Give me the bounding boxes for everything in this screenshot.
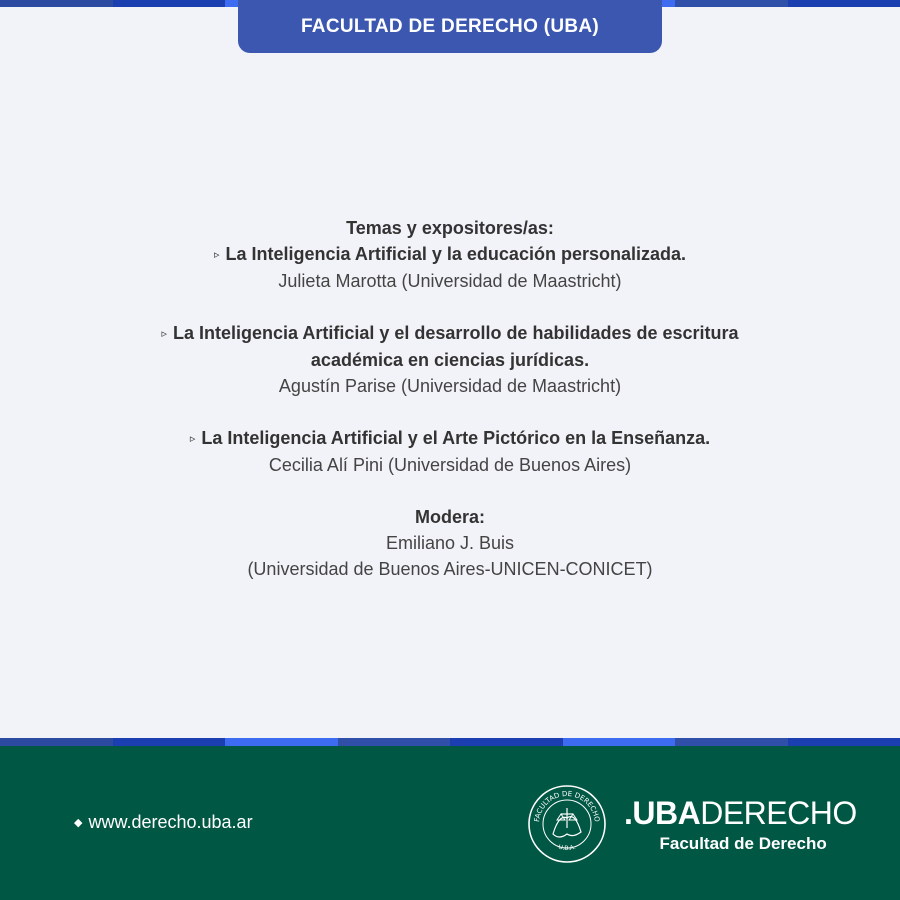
topic-title-continuation: académica en ciencias jurídicas.: [310, 350, 590, 370]
stripe-segment: [675, 738, 788, 746]
topic-title: ▹ La Inteligencia Artificial y la educación personalizada.: [213, 244, 686, 264]
topic-speaker: Cecilia Alí Pini (Universidad de Buenos Aires): [268, 455, 632, 475]
stripe-segment: [0, 0, 113, 7]
seal-text-bottom: U.B.A.: [557, 843, 577, 853]
logo-uba: .UBA: [624, 795, 701, 831]
topics-heading: Temas y expositores/as:: [346, 218, 554, 238]
logo-subtitle: Facultad de Derecho: [659, 834, 827, 853]
bottom-color-stripe: [0, 738, 900, 746]
stripe-segment: [788, 0, 900, 7]
uba-derecho-logo: [624, 796, 857, 854]
moderator-heading: Modera:: [414, 507, 485, 527]
stripe-segment: [225, 738, 338, 746]
website-url: www.derecho.uba.ar: [88, 812, 253, 832]
topic-title: ▹ La Inteligencia Artificial y el Arte Pictórico en la Enseñanza.: [189, 428, 711, 448]
event-content: [80, 215, 820, 582]
footer: [0, 746, 900, 900]
topic-speaker: Julieta Marotta (Universidad de Maastricht): [278, 271, 622, 291]
moderator-name: Emiliano J. Buis: [385, 533, 515, 553]
triangle-bullet-icon: ▹: [189, 433, 196, 445]
diamond-bullet-icon: ◆: [74, 817, 83, 829]
stripe-segment: [563, 738, 676, 746]
website-link[interactable]: [74, 812, 253, 833]
facultad-de-derecho-seal-icon: [527, 784, 607, 864]
stripe-segment: [788, 738, 900, 746]
stripe-segment: [338, 738, 451, 746]
logo-derecho: DERECHO: [700, 795, 857, 831]
header-tab: [238, 0, 662, 53]
stripe-segment: [113, 738, 226, 746]
topic-title: ▹ La Inteligencia Artificial y el desarrollo de habilidades de escritura: [161, 323, 739, 343]
seal-text-top: FACULTAD DE DERECHO: [533, 789, 601, 823]
triangle-bullet-icon: ▹: [213, 249, 220, 261]
stripe-segment: [0, 738, 113, 746]
triangle-bullet-icon: ▹: [161, 328, 167, 340]
topic-speaker: Agustín Parise (Universidad de Maastricht): [278, 376, 622, 396]
stripe-segment: [113, 0, 226, 7]
stripe-segment: [450, 738, 563, 746]
stripe-segment: [675, 0, 788, 7]
moderator-affiliation: (Universidad de Buenos Aires-UNICEN-CONICET): [247, 559, 653, 579]
header-title: FACULTAD DE DERECHO (UBA): [300, 15, 600, 37]
svg-text:U.B.A.: [557, 844, 576, 852]
